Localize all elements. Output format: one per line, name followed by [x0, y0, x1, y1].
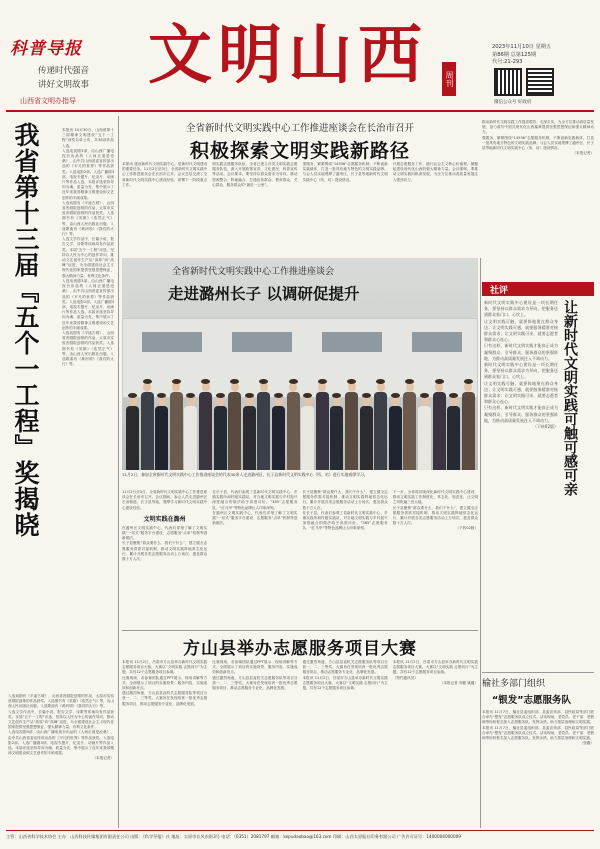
masthead: [6, 6, 594, 108]
commentary-body: [484, 300, 558, 640]
commentary-paragraph: 新时代文明实践中心建设是一项长期任务，要坚持以群众需求为导向，把服务送到群众家门口、心坎上。: [484, 300, 558, 318]
left-paragraph: 入选戏剧有《平遥古城》、山西省晋剧院创排的作品，太原市实验晋剧院创排的作品获奖。入选图书有《英雄》《浩然正气》等，由山西人民出版社出版。入选歌曲有《黄河颂》《我们的太行》等。: [8, 694, 114, 709]
person-figure: [257, 392, 270, 470]
bottom-right-paragraph: 本报讯 11月7日，榆社县委组织部、县委宣传部、县民政局等部门联合举办“银发”志愿服务队成立仪式。活动现场，老党员、老干部、老教师等纷纷报名加入志愿服务队，发挥余热，助力基层治理和文明实践。: [482, 725, 594, 741]
left-paragraph: 入选电视剧3部，由山西广播电视台出品的《人间正道是沧桑》、由中共山西省委宣传部出品的《平凡的世界》等作品获奖。入选电影2部。入选广播剧3部，电视专题片、纪录片、动画片等作品入选。本届评选坚持导向为魂、质量为先，集中展示了近年来我省精神文明建设和文艺创作的丰硕成果。: [62, 148, 114, 200]
bottom-right-body: [482, 710, 594, 826]
lower-paragraph: 在潞州区文明实践中心，代表们详细了解了文明实践“一站式”服务平台建设、志愿服务“点单”机制等创新做法。: [122, 525, 208, 541]
person-hair: [245, 393, 254, 398]
lower-subhead: 文明实践在潞州: [143, 515, 186, 523]
person-figure: [360, 406, 373, 470]
section-divider: [122, 630, 478, 631]
photo-headline: 走进潞州长子 以调研促提升: [168, 285, 360, 303]
left-footer: （本报记者）: [92, 756, 114, 761]
person-hair: [201, 379, 210, 384]
person-figure: [272, 406, 285, 470]
motto-line-1: 传递时代强音: [38, 66, 90, 76]
bottom-column: [212, 660, 297, 824]
building-window: [232, 332, 292, 352]
commentary-tag: [482, 282, 594, 296]
center-column: 明实践志愿服务队伍，全省已建立各类文明实践志愿服务队伍，深入开展政策宣讲、文化惠民、科普宣传等活动。会议要求，要坚持以群众需求为导向，推动资源整合、阵地融合，打通宣传群众、教育群众、关心群众、服务群众的“最后一公里”。: [212, 162, 298, 187]
person-figure: [141, 392, 154, 470]
bottom-column: [303, 660, 388, 824]
person-figure: [345, 392, 358, 470]
issue-info: [492, 44, 551, 67]
commentary-tag-label: 社评: [490, 286, 509, 296]
commentary-footer: （下转02版）: [532, 424, 558, 430]
person-hair: [128, 393, 137, 398]
person-hair: [318, 379, 327, 384]
lower-paragraph: 在长子县，代表们参观了县新时代文明实践中心、乡镇实践所和村级实践站，对当地文明实践与乡村振兴深度融合的做法给予高度评价。“365”志愿服务队、“红马甲”等特色品牌让人印象深刻。: [302, 510, 388, 531]
person-figure: [462, 392, 475, 470]
center-kicker: 全省新时代文明实践中心工作推进座谈会在长治市召开: [185, 123, 414, 134]
lower-footer: （下转02版）: [455, 526, 478, 531]
person-hair: [347, 379, 356, 384]
commentary-headline: 让新时代文明实践可触可感可亲: [562, 300, 578, 496]
lower-paragraph: 下一步，全省将持续深化新时代文明实践中心建设，推动文明实践工作制度化、常态化、规范化，让文明之风吹遍三晋大地。: [392, 490, 478, 505]
person-hair: [362, 393, 371, 398]
person-hair: [274, 393, 283, 398]
qr-code-icon: [494, 68, 522, 96]
person-figure: [330, 406, 343, 470]
person-figure: [447, 406, 460, 470]
left-paragraph: 入选戏剧有《平遥古城》、山西省晋剧院创排的作品，太原市实验晋剧院创排的作品获奖。入选图书有《英雄》《浩然正气》等，由山西人民出版社出版。入选歌曲有《黄河颂》《我们的太行》等。: [62, 200, 114, 237]
person-figure: [243, 406, 256, 470]
person-hair: [216, 393, 225, 398]
person-figure: [316, 392, 329, 470]
lower-paragraph: 长子县聚焦“群众要什么、我们干什么”，建立健全志愿服务供需对接机制，推动文明实践阵地常态化运行，累计开展各类志愿服务活动上万场次，惠及群众数十万人次。: [302, 490, 388, 510]
commentary-paragraph: 只有这样，新时代文明实践才能真正成为凝聚群众、引导群众、服务群众的坚强阵地，为推动高质量发展注入不竭动力。: [484, 405, 558, 423]
bottom-right-footer: （张鑫）: [579, 741, 594, 746]
photo-overlay-text: [162, 264, 442, 304]
masthead-divider: [6, 110, 594, 112]
bottom-paragraph: 比赛现场，各参赛团队通过PPT展示、现场讲解等方式，全面展示了项目的实施背景、服务内容、实施成效和创新亮点。: [212, 660, 298, 675]
weekly-badge-label: 周刊: [445, 71, 454, 87]
left-body-lower: [8, 694, 114, 820]
motto-line-2: 讲好文明故事: [38, 80, 90, 90]
center-top-columns: [122, 162, 478, 254]
center-column: 本报讯 建设新时代文明实践中心，是新时代文明建设的重要任务。11月2日至3日，全省新时代文明实践中心工作推进座谈会在长治市召开。会议总结交流了全省新时代文明实践中心建设经验，部署下一阶段重点工作。: [122, 162, 208, 187]
lower-paragraph: 长子县聚焦“群众要什么、我们干什么”，建立健全志愿服务供需对接机制，推动文明实践阵地常态化运行，累计开展各类志愿服务活动上万场次，惠及群众数十万人次。: [392, 505, 478, 526]
bottom-right-article: [482, 676, 594, 828]
footer-divider: [6, 830, 594, 831]
building-window: [412, 332, 462, 352]
person-figure: [184, 406, 197, 470]
person-figure: [287, 392, 300, 470]
person-hair: [435, 379, 444, 384]
commentary: [482, 282, 594, 672]
lower-column-3: [303, 490, 388, 628]
lower-paragraph: 11月2日至3日，全省新时代文明实践中心工作推进座谈会在长治市召开。会议期间，参会人员走进潞州区长治街道、长子县等地，观摩学习新时代文明实践中心建设经验。: [122, 490, 208, 510]
lower-column-2: [212, 490, 297, 628]
lower-column-1: [122, 490, 207, 628]
person-figure: [418, 406, 431, 470]
lower-column-4: [393, 490, 478, 628]
bottom-column: [122, 660, 207, 824]
section-divider: [482, 672, 594, 673]
bottom-right-kicker: 榆社多部门组织: [482, 679, 546, 689]
column-divider: [480, 258, 481, 828]
lower-paragraph: 在长子县，代表们参观了县新时代文明实践中心、乡镇实践所和村级实践站，对当地文明实践与乡村振兴深度融合的做法给予高度评价。“365”志愿服务队、“红马甲”等特色品牌让人印象深刻。: [212, 490, 298, 510]
person-hair: [172, 379, 181, 384]
center-headline: 积极探索文明实践新路径: [189, 140, 410, 162]
left-paragraph: 入选电视剧3部，由山西广播电视台出品的《人间正道是沧桑》、由中共山西省委宣传部出品的《平凡的世界》等作品获奖。入选电影2部。入选广播剧3部，电视专题片、纪录片、动画片等作品入选。本届评选坚持导向为魂、质量为先，集中展示了近年来我省精神文明建设和文艺创作的丰硕成果。: [8, 730, 114, 756]
commentary-paragraph: 只有这样，新时代文明实践才能真正成为凝聚群众、引导群众、服务群众的坚强阵地，为推动高质量发展注入不竭动力。: [484, 343, 558, 361]
person-hair: [391, 393, 400, 398]
bottom-headline: 方山县举办志愿服务项目大赛: [183, 639, 417, 659]
person-figure: [155, 406, 168, 470]
person-hair: [143, 379, 152, 384]
qr-code-icon: [526, 68, 554, 96]
photo-caption: 11月2日，参加全省新时代文明实践中心工作推进座谈会的代表30余人走进潞州区、长子县新时代文明实践中心（所、站）进行实地观摩学习。: [122, 472, 368, 477]
bottom-article: [122, 632, 478, 828]
issue-number: 第86期 总第125期: [492, 51, 537, 58]
bottom-footer: （本报记者 刘健 姚璐）: [439, 680, 478, 685]
center-column: 强服务，紧紧围绕“14536”志愿服务机制，不断创新实践载体，打造一批具有地方特色的文明实践品牌。与会人员实地观摩了潞州区、长子县等地新时代文明实践中心（所、站）建设情况。: [302, 162, 388, 182]
person-figure: [170, 392, 183, 470]
bottom-column: [393, 660, 478, 824]
left-paragraph: 入选文学作品中，长篇小说、报告文学、诗歌等体裁均有作品获奖。本届“五个一工程”评选，坚持以人民为中心的创作导向，推动文艺创作生产从“高原”向“高峰”迈进，为全面建设社会主义现代化国家提供坚强思想保证、强大精神力量、有利文化条件。: [62, 237, 114, 278]
issue-code: 代号:21-293: [492, 59, 523, 65]
person-figure: [228, 392, 241, 470]
person-figure: [301, 406, 314, 470]
center-top-right-column: [482, 120, 594, 254]
lower-columns: [122, 490, 478, 628]
commentary-paragraph: 让文明实践可触，就要阵地建在群众身边；让文明实践可感，就要服务精准对接群众需求；让文明实践可亲，就要志愿者和群众心连心。: [484, 380, 558, 405]
commentary-paragraph: 让文明实践可触，就要阵地建在群众身边；让文明实践可感，就要服务精准对接群众需求；让文明实践可亲，就要志愿者和群众心连心。: [484, 318, 558, 343]
sponsor-label: 山西省文明办指导: [20, 97, 76, 105]
bottom-paragraph: 比赛现场，各参赛团队通过PPT展示、现场讲解等方式，全面展示了项目的实施背景、服务内容、实施成效和创新亮点。: [122, 675, 208, 691]
lower-text: [122, 490, 478, 628]
left-paragraph: 入选电视剧3部，由山西广播电视台出品的《人间正道是沧桑》、由中共山西省委宣传部出品的《平凡的世界》等作品获奖。入选电影2部。入选广播剧3部，电视专题片、纪录片、动画片等作品入选。本届评选坚持导向为魂、质量为先，集中展示了近年来我省精神文明建设和文艺创作的丰硕成果。: [62, 278, 114, 330]
person-figure: [374, 392, 387, 470]
column-divider: [118, 116, 119, 828]
left-article: [6, 116, 116, 828]
bottom-paragraph: 通过激烈角逐，方山县县直机关志愿服务队等项目分获一、二、三等奖。大赛旨在发现培育一批优秀志愿服务项目，推动志愿服务专业化、品牌化发展。: [302, 660, 388, 675]
building-window: [322, 332, 382, 352]
bottom-paragraph: 通过激烈角逐，方山县县直机关志愿服务队等项目分获一、二、三等奖。大赛旨在发现培育一批优秀志愿服务项目，推动志愿服务专业化、品牌化发展。: [212, 675, 298, 691]
center-column: 开展志愿服务工作，践行社会主义核心价值观，凝聚起建设现代化山西的强大精神力量。会议强调，要推动文明实践向纵深发展，为全方位推动高质量发展注入强劲动力。: [392, 162, 478, 182]
person-figure: [433, 392, 446, 470]
weekly-badge: [442, 62, 456, 96]
lower-paragraph: 在潞州区文明实践中心，代表们详细了解了文明实践“一站式”服务平台建设、志愿服务“点单”机制等创新做法。: [212, 510, 298, 526]
bottom-paragraph: （特约通讯员）: [392, 675, 418, 680]
center-footer: （本报记者）: [572, 151, 594, 156]
left-paragraph: 入选戏剧有《平遥古城》、山西省晋剧院创排的作品，太原市实验晋剧院创排的作品获奖。入选图书有《英雄》《浩然正气》等，由山西人民出版社出版。入选歌曲有《黄河颂》《我们的太行》等。: [62, 330, 114, 367]
person-figure: [199, 392, 212, 470]
commentary-paragraph: 新时代文明实践中心建设是一项长期任务，要坚持以群众需求为导向，把服务送到群众家门口、心坎上。: [484, 362, 558, 380]
left-body: [62, 128, 114, 688]
person-figure: [126, 406, 139, 470]
qr-caption: 微信公众号 好政府: [494, 100, 532, 105]
bottom-paragraph: 本报讯 11月2日，吕梁市方山县举办新时代文明实践志愿服务项目大赛。大赛以“文明实践 志愿同行”为主题，共有12个志愿服务项目参赛。: [392, 660, 478, 675]
bottom-paragraph: 本报讯 11月2日，吕梁市方山县举办新时代文明实践志愿服务项目大赛。大赛以“文明实践 志愿同行”为主题，共有12个志愿服务项目参赛。: [302, 675, 388, 691]
issue-date: 2023年11月10日 星期五: [492, 44, 552, 50]
person-figure: [403, 392, 416, 470]
bottom-right-paragraph: 本报讯 11月7日，榆社县委组织部、县委宣传部、县民政局等部门联合举办“银发”志愿服务队成立仪式。活动现场，老党员、老干部、老教师等纷纷报名加入志愿服务队，发挥余热，助力基层治理和文明实践。: [482, 710, 594, 725]
masthead-title: 文明山西: [148, 19, 428, 93]
news-photo: [122, 258, 478, 470]
bottom-columns: [122, 660, 478, 824]
photo-block: [122, 258, 478, 488]
person-hair: [464, 379, 473, 384]
lower-paragraph: 长子县聚焦“群众要什么、我们干什么”，建立健全志愿服务供需对接机制，推动文明实践阵地常态化运行，累计开展各类志愿服务活动上万场次，惠及群众数十万人次。: [122, 541, 208, 562]
center-column: 强服务，紧紧围绕“14536”志愿服务机制，不断创新实践载体，打造一批具有地方特色的文明实践品牌。与会人员实地观摩了潞州区、长子县等地新时代文明实践中心（所、站）建设情况。: [482, 135, 594, 151]
person-figure: [389, 406, 402, 470]
person-figure: [214, 406, 227, 470]
person-hair: [420, 393, 429, 398]
bottom-paragraph: 通过激烈角逐，方山县县直机关志愿服务队等项目分获一、二、三等奖。大赛旨在发现培育一批优秀志愿服务项目，推动志愿服务专业化、品牌化发展。: [122, 691, 208, 706]
newspaper-logo: 科普导报: [10, 39, 82, 59]
building-window: [142, 332, 202, 352]
footer-info: 主管：山西省科学技术协会 主办：山西科技传媒集团有限责任公司 出版：《科学导报》社 地址：太原市长风东街3号 电话：（0351）2081797 邮箱：kepudaobao@163.com 印刷：山西太原报社印务有限公司 广告许可证号：1400004000009: [6, 834, 461, 839]
left-paragraph: 入选文学作品中，长篇小说、报告文学、诗歌等体裁均有作品获奖。本届“五个一工程”评选，坚持以人民为中心的创作导向，推动文艺创作生产从“高原”向“高峰”迈进，为全面建设社会主义现代化国家提供坚强思想保证、强大精神力量、有利文化条件。: [8, 709, 114, 730]
crowd-of-people: [122, 358, 478, 470]
center-top-article: [122, 116, 478, 256]
bottom-right-headline: “银发”志愿服务队: [492, 695, 571, 706]
left-byline: 本报讯 10月30日，山西省第十三届精神文明建设“五个一工程”获奖名单公布，共36部作品入选。: [62, 128, 114, 148]
center-column: 推动新时代文明实践工作提质增效、走深走实，为全方位推动高质量发展、奋力谱写中国式现代化山西篇章提供坚强思想保证和强大精神动力。: [482, 120, 594, 135]
photo-kicker: 全省新时代文明实践中心工作推进座谈会: [172, 267, 335, 277]
person-hair: [289, 379, 298, 384]
left-headline: 我省第十三届『五个一工程』奖揭晓: [11, 122, 40, 538]
bottom-paragraph: 本报讯 11月2日，吕梁市方山县举办新时代文明实践志愿服务项目大赛。大赛以“文明实践 志愿同行”为主题，共有12个志愿服务项目参赛。: [122, 660, 208, 675]
